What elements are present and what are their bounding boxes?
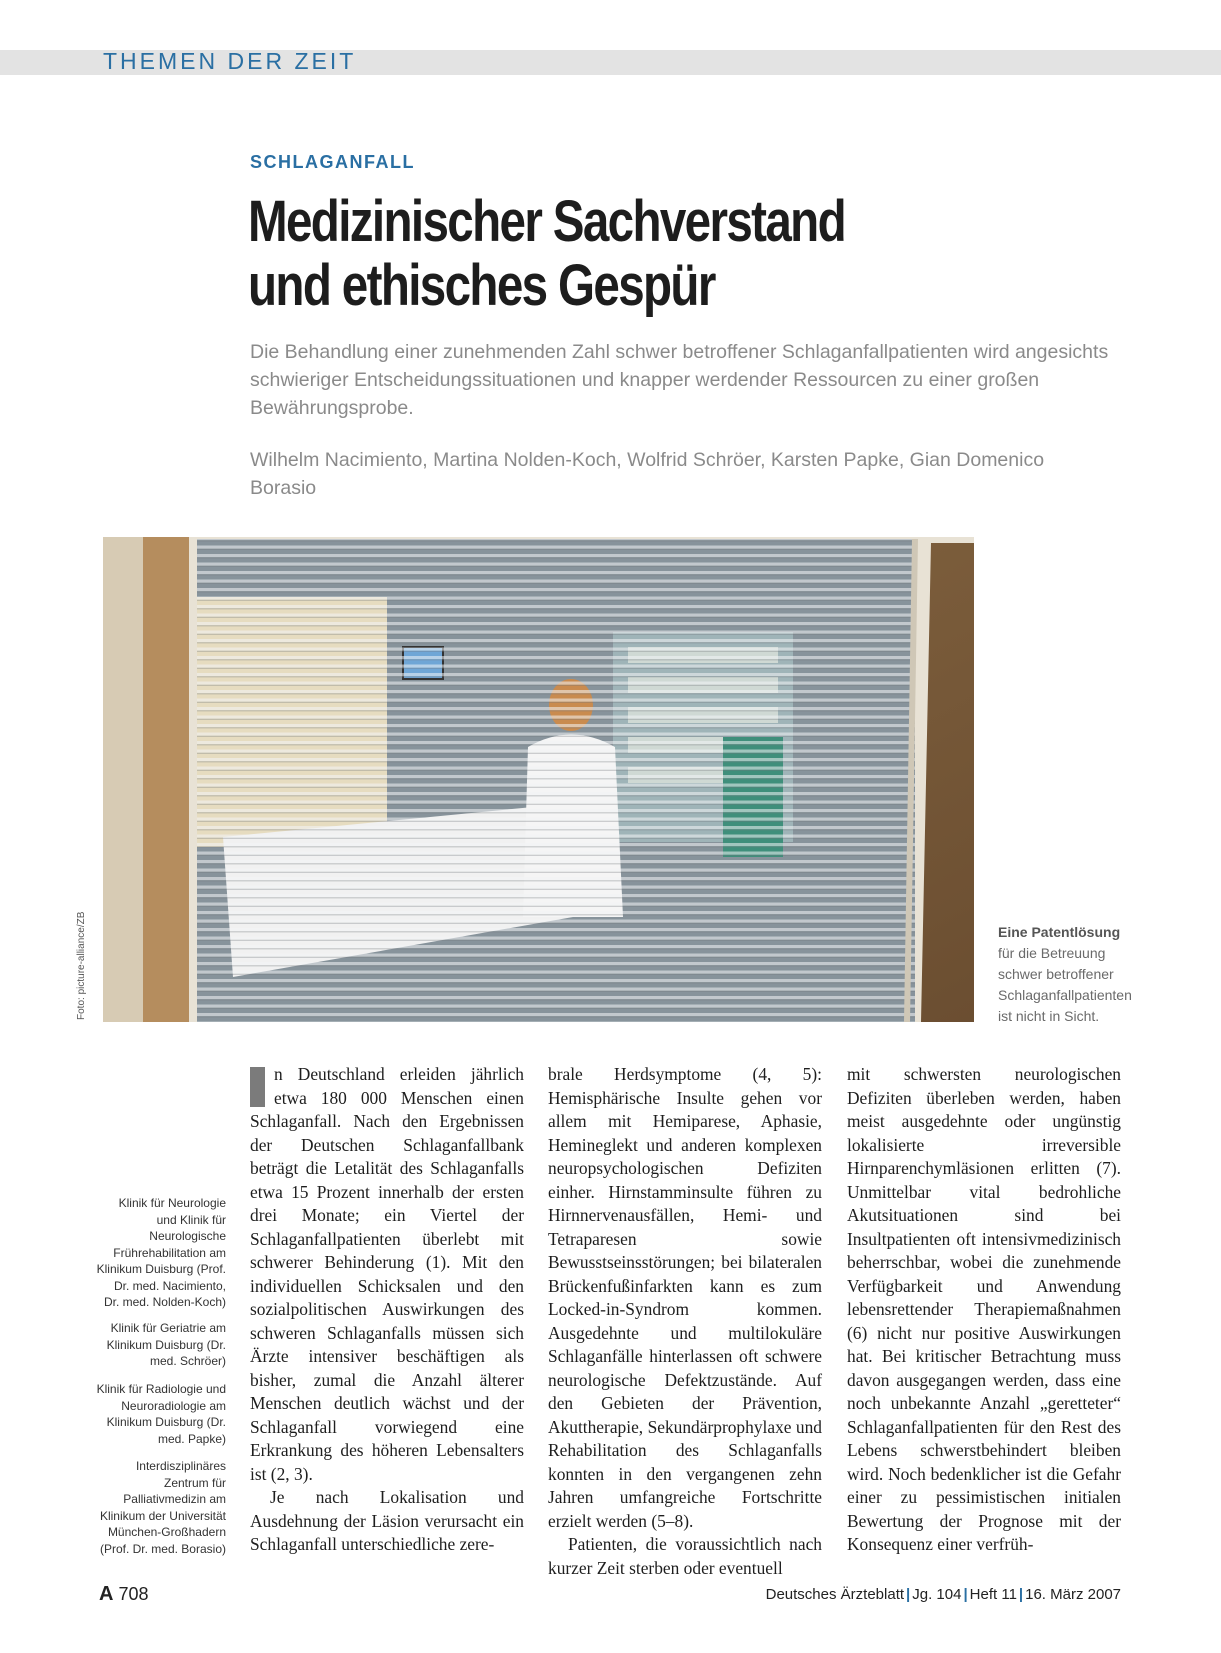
affiliation-3: Klinik für Radiologie und Neuroradiologie am Klinikum Duisburg (Dr. med. Papke): [96, 1382, 226, 1446]
page-prefix: A: [99, 1583, 114, 1605]
article-kicker: SCHLAGANFALL: [250, 152, 415, 172]
caption-text: für die Betreuung schwer betroffener Schlaganfallpatienten ist nicht in Sicht.: [998, 945, 1132, 1024]
body-column-2: [548, 1063, 822, 1580]
title-line-2: und ethisches Gespür: [248, 253, 715, 318]
body-paragraph: n Deutschland erleiden jährlich etwa 180 000 Menschen einen Schlaganfall. Nach den Ergebnissen der Deutschen Schlaganfallbank beträgt die Letalität des Schlaganfalls etwa 15 Prozent innerhalb der ersten drei Monate; ein Viertel der Schlaganfallpatienten überlebt mit schwerer Behinderung (1). Mit den individuellen Schicksalen und den sozialpolitischen Auswirkungen des schweren Schlaganfalls müssen sich Ärzte intensiver beschäftigen als bisher, zumal die Anzahl älterer Menschen deutlich wächst und der Schlaganfall vorwiegend eine Erkrankung des höheren Lebensalters ist (2, 3).: [250, 1064, 524, 1484]
body-paragraph: Je nach Lokalisation und Ausdehnung der Läsion verursacht ein Schlaganfall unterschiedliche zere-: [250, 1487, 524, 1554]
article-authors: Wilhelm Nacimiento, Martina Nolden-Koch, Wolfrid Schröer, Karsten Papke, Gian Domenico Borasio: [250, 449, 1045, 499]
body-column-3: [847, 1063, 1121, 1557]
window-blinds: [197, 539, 915, 1022]
journal-name: Deutsches Ärzteblatt: [765, 1586, 905, 1603]
journal-volume: Jg. 104: [912, 1586, 962, 1603]
article-deck: Die Behandlung einer zunehmenden Zahl schwer betroffener Schlaganfallpatienten wird angesichts schwieriger Entscheidungssituationen und knapper werdender Ressourcen zu einer großen Bewährungsprobe.: [250, 341, 1109, 419]
title-line-1: Medizinischer Sachverstand: [248, 189, 846, 254]
article-title: [248, 190, 986, 318]
photo-credit: Foto: picture-alliance/ZB: [76, 911, 87, 1020]
article-photo: [103, 537, 974, 1022]
section-label: THEMEN DER ZEIT: [103, 48, 357, 74]
affiliation-4: Interdisziplinäres Zentrum für Palliativmedizin am Klinikum der Universität München-Großhadern (Prof. Dr. med. Borasio): [99, 1459, 226, 1556]
body-paragraph: brale Herdsymptome (4, 5): Hemisphärische Insulte gehen vor allem mit Hemiparese, Aphasie, Hemineglekt und anderen komplexen neuropsychologischen Defiziten einher. Hirnstamminsulte führen zu Hirnnervenausfällen, Hemi- und Tetraparesen sowie Bewusstseinsstörungen; bei bilateralen Brückenfußinfarkten kann es zum Locked-in-Syndrom kommen. Ausgedehnte und multilokuläre Schlaganfälle hinterlassen oft schwere neurologische Defektzustände. Auf den Gebieten der Prävention, Akuttherapie, Sekundärprophylaxe und Rehabilitation des Schlaganfalls konnten in den vergangenen zehn Jahren umfangreiche Fortschritte erzielt werden (5–8).: [548, 1064, 822, 1531]
wall-panel: [143, 537, 195, 1022]
door-frame: [103, 537, 143, 1022]
affiliation-1: Klinik für Neurologie und Klinik für Neurologische Frührehabilitation am Klinikum Duisburg (Prof. Dr. med. Nacimiento, Dr. med. Nolden-Koch): [96, 1196, 226, 1309]
page-number: [99, 1583, 149, 1606]
body-paragraph: Patienten, die voraussichtlich nach kurzer Zeit sterben oder eventuell: [548, 1534, 822, 1578]
photo-caption: [998, 922, 1138, 1027]
drop-cap: [250, 1067, 265, 1107]
journal-info: Deutsches Ärzteblatt | Jg. 104 | Heft 11 | 16. März 2007: [765, 1586, 1121, 1603]
journal-date: 16. März 2007: [1025, 1586, 1121, 1603]
page-number-value: 708: [118, 1584, 149, 1604]
journal-issue: Heft 11: [969, 1586, 1017, 1603]
body-column-1: [250, 1063, 524, 1557]
affiliation-2: Klinik für Geriatrie am Klinikum Duisburg (Dr. med. Schröer): [106, 1321, 226, 1368]
caption-bold: Eine Patentlösung: [998, 924, 1121, 940]
body-paragraph: mit schwersten neurologischen Defiziten überleben werden, haben meist ausgedehnte oder ungünstig lokalisierte irreversible Hirnparenchymläsionen erlitten (7). Unmittelbar vital bedrohliche Akutsituationen sind bei Insultpatienten oft intensivmedizinisch beherrschbar, wobei die zunehmende Verfügbarkeit und Anwendung lebensrettender Therapiemaßnahmen (6) nicht nur positive Auswirkungen hat. Bei kritischer Betrachtung muss davon ausgegangen werden, dass eine noch unbekannte Anzahl „geretteter“ Schlaganfallpatienten für den Rest des Lebens schwerstbehindert bleiben wird. Noch bedenklicher ist die Gefahr einer zu pessimistischen initialen Bewertung der Prognose mit der Konsequenz einer verfrüh-: [847, 1064, 1121, 1554]
